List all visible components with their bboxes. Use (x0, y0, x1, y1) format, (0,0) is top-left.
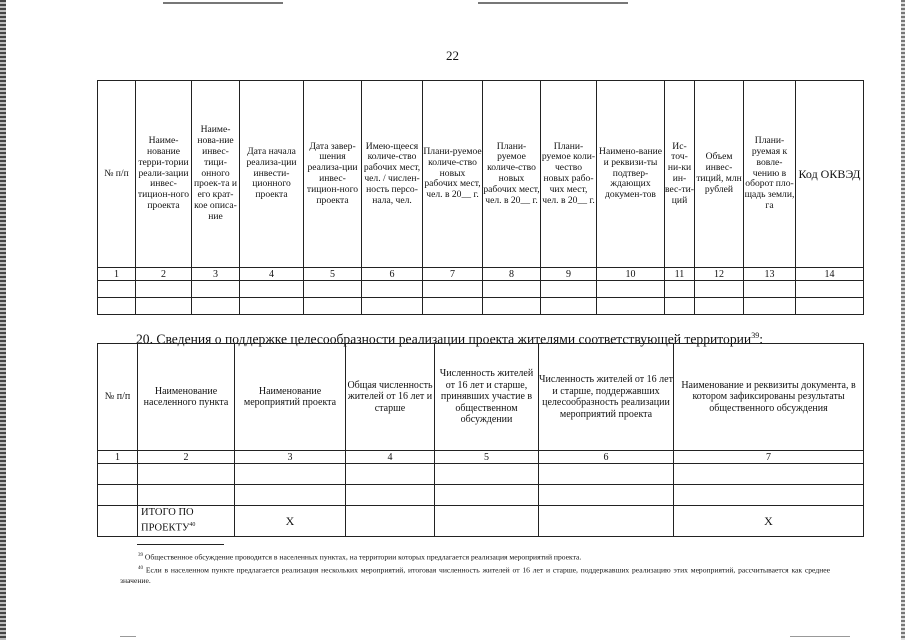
section-heading-colon: : (759, 331, 763, 347)
public-support-table (97, 343, 864, 537)
footnote-ref: 40 (189, 522, 196, 529)
header-cell: Наименование и реквизиты документа, в котором зафиксированы результаты общественного обсуждения (674, 344, 864, 451)
blank-cell[interactable] (665, 281, 695, 298)
blank-cell[interactable] (541, 298, 597, 315)
blank-cell[interactable] (98, 485, 138, 506)
blank-cell[interactable] (541, 281, 597, 298)
column-number: 10 (597, 268, 665, 281)
footnote-ref: 39 (751, 331, 760, 340)
footnote-separator (137, 544, 224, 545)
scan-bottom-rule (790, 636, 850, 637)
total-row (98, 506, 864, 537)
column-number: 3 (235, 451, 346, 464)
column-number: 8 (483, 268, 541, 281)
blank-cell[interactable] (423, 281, 483, 298)
header-cell: Численность жителей от 16 лет и старше, поддержавших целесообразность реализации мероприятий проекта (539, 344, 674, 451)
total-label: ИТОГО ПО ПРОЕКТУ (141, 507, 194, 534)
table-header-row (98, 344, 864, 451)
blank-cell[interactable] (240, 281, 304, 298)
table-row (98, 485, 864, 506)
blank-cell[interactable] (539, 485, 674, 506)
cross-mark: Х (235, 506, 346, 537)
blank-cell[interactable] (597, 298, 665, 315)
column-number: 3 (192, 268, 240, 281)
header-cell: Наимено-вание и реквизи-ты подтвер-ждающих докумен-тов (597, 81, 665, 268)
blank-cell[interactable] (192, 298, 240, 315)
scan-edge-right (901, 0, 905, 640)
column-number: 6 (539, 451, 674, 464)
column-number: 7 (674, 451, 864, 464)
blank-cell[interactable] (362, 298, 423, 315)
column-number: 7 (423, 268, 483, 281)
blank-cell[interactable] (98, 281, 136, 298)
blank-cell[interactable] (435, 464, 539, 485)
blank-cell[interactable] (423, 298, 483, 315)
total-label-cell (138, 506, 235, 537)
investment-projects-table (97, 80, 864, 315)
header-cell: Наименование мероприятий проекта (235, 344, 346, 451)
header-cell: № п/п (98, 81, 136, 268)
blank-cell[interactable] (136, 298, 192, 315)
column-number: 6 (362, 268, 423, 281)
footnote-text: Если в населенном пункте предлагается реализация нескольких мероприятий, итоговая численность жителей от 16 лет и старше, поддержавших реализацию этих мероприятий, рассчитывается как среднее значение. (120, 565, 830, 586)
column-number: 13 (744, 268, 796, 281)
header-cell: Имею-щееся количе-ство рабочих мест, чел. / числен-ность персо-нала, чел. (362, 81, 423, 268)
blank-cell[interactable] (346, 464, 435, 485)
blank-cell[interactable] (98, 506, 138, 537)
column-number: 1 (98, 268, 136, 281)
blank-cell[interactable] (138, 464, 235, 485)
header-cell: Наиме-нова-ние инвес-тици-онного проек-та и его крат-кое описа-ние (192, 81, 240, 268)
blank-cell[interactable] (483, 281, 541, 298)
header-cell: Наименование населенного пункта (138, 344, 235, 451)
blank-cell[interactable] (744, 281, 796, 298)
header-cell: № п/п (98, 344, 138, 451)
blank-cell[interactable] (362, 281, 423, 298)
blank-cell[interactable] (98, 298, 136, 315)
scan-edge-left (0, 0, 6, 640)
header-cell: Ис-точ-ни-ки ин-вес-ти-ций (665, 81, 695, 268)
footnotes (120, 550, 830, 586)
blank-cell[interactable] (539, 506, 674, 537)
scan-bottom-rule (120, 636, 136, 637)
blank-cell[interactable] (192, 281, 240, 298)
scan-top-rule (163, 2, 283, 4)
blank-cell[interactable] (674, 485, 864, 506)
column-number: 5 (304, 268, 362, 281)
column-number: 4 (346, 451, 435, 464)
header-cell: Плани-руемое коли-чество новых рабо-чих мест, чел. в 20__ г. (541, 81, 597, 268)
blank-cell[interactable] (483, 298, 541, 315)
blank-cell[interactable] (695, 281, 744, 298)
header-cell: Плани-руемая к вовле-чению в оборот пло-щадь земли, га (744, 81, 796, 268)
blank-cell[interactable] (539, 464, 674, 485)
header-cell: Численность жителей от 16 лет и старше, принявших участие в общественном обсуждении (435, 344, 539, 451)
blank-cell[interactable] (136, 281, 192, 298)
table-header-row (98, 81, 864, 268)
column-number: 2 (136, 268, 192, 281)
section-heading-text: 20. Сведения о поддержке целесообразности реализации проекта жителями соответствующей территории (136, 331, 752, 347)
cross-mark: Х (674, 506, 864, 537)
table-row (98, 464, 864, 485)
blank-cell[interactable] (665, 298, 695, 315)
blank-cell[interactable] (346, 506, 435, 537)
column-number-row (98, 451, 864, 464)
footnote (120, 563, 830, 587)
scan-top-rule (478, 2, 628, 4)
blank-cell[interactable] (744, 298, 796, 315)
blank-cell[interactable] (796, 281, 864, 298)
column-number: 5 (435, 451, 539, 464)
column-number: 14 (796, 268, 864, 281)
blank-cell[interactable] (240, 298, 304, 315)
blank-cell[interactable] (346, 485, 435, 506)
column-number: 11 (665, 268, 695, 281)
header-cell: Общая численность жителей от 16 лет и старше (346, 344, 435, 451)
column-number: 1 (98, 451, 138, 464)
blank-cell[interactable] (435, 506, 539, 537)
footnote-text: Общественное обсуждение проводится в населенных пунктах, на территории которых предлагается реализация мероприятий проекта. (144, 552, 582, 562)
page-number: 22 (446, 48, 459, 63)
blank-cell[interactable] (597, 281, 665, 298)
blank-cell[interactable] (304, 281, 362, 298)
header-cell: Объем инвес-тиций, млн рублей (695, 81, 744, 268)
footnote (120, 550, 830, 563)
blank-cell[interactable] (435, 485, 539, 506)
header-cell: Дата начала реализа-ции инвести-ционного проекта (240, 81, 304, 268)
header-cell: Дата завер-шения реализа-ции инвес-тицион-ного проекта (304, 81, 362, 268)
blank-cell[interactable] (235, 485, 346, 506)
table-row (98, 298, 864, 315)
header-cell: Наиме-нование терри-тории реали-зации инвес-тицион-ного проекта (136, 81, 192, 268)
footnote-mark: 39 (138, 553, 143, 558)
blank-cell[interactable] (304, 298, 362, 315)
header-cell: Плани-руемое количе-ство новых рабочих мест, чел. в 20__ г. (423, 81, 483, 268)
blank-cell[interactable] (98, 464, 138, 485)
blank-cell[interactable] (796, 298, 864, 315)
column-number: 12 (695, 268, 744, 281)
column-number: 9 (541, 268, 597, 281)
column-number-row (98, 268, 864, 281)
blank-cell[interactable] (674, 464, 864, 485)
blank-cell[interactable] (138, 485, 235, 506)
blank-cell[interactable] (235, 464, 346, 485)
blank-cell[interactable] (695, 298, 744, 315)
header-cell: Плани-руемое количе-ство новых рабочих мест, чел. в 20__ г. (483, 81, 541, 268)
header-cell: Код ОКВЭД (796, 81, 864, 268)
column-number: 4 (240, 268, 304, 281)
table-row (98, 281, 864, 298)
column-number: 2 (138, 451, 235, 464)
footnote-mark: 40 (138, 565, 143, 571)
